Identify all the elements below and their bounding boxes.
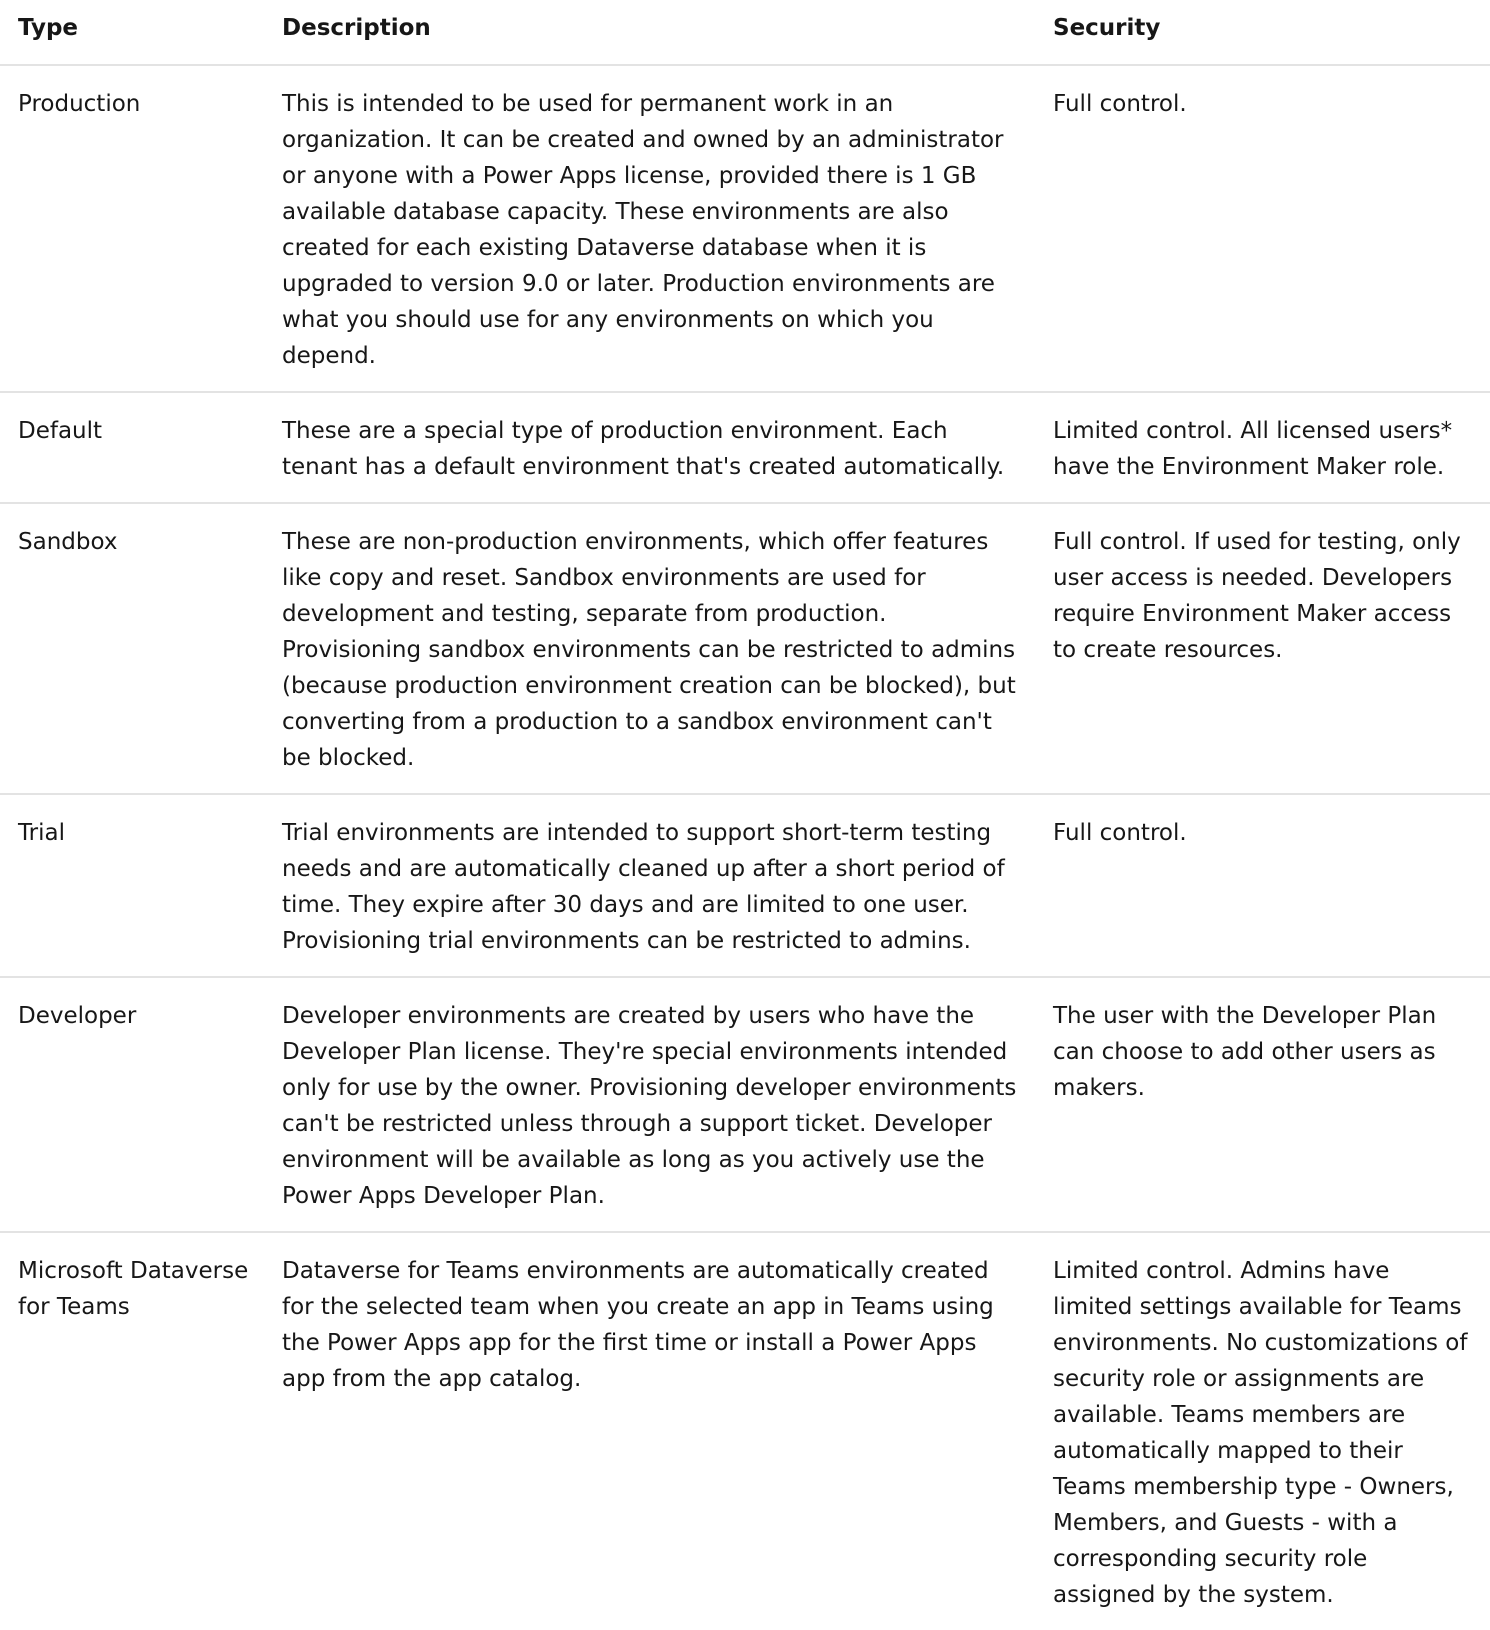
- cell-security: Limited control. Admins have limited settings available for Teams environments. No customizations of security role or assignments are available. Teams members are automatically mapped to their Teams membership type - Owners, Members, and Guests - with a corresponding security role assigned by the system.: [1053, 1258, 1468, 1608]
- cell-description: These are non-production environments, which offer features like copy and reset. Sandbox environments are used for development and testing, separate from production. Provisioning sandbox environments can be restricted to admins (because production environment creation can be blocked), but converting from a production to a sandbox environment can't be blocked.: [266, 503, 1037, 794]
- cell-description: This is intended to be used for permanent work in an organization. It can be created and owned by an administrator or anyone with a Power Apps license, provided there is 1 GB available database capacity. These environments are also created for each existing Dataverse database when it is upgraded to version 9.0 or later. Production environments are what you should use for any environments on which you depend.: [266, 65, 1037, 392]
- cell-type: Trial: [0, 794, 266, 977]
- cell-security: Full control.: [1037, 65, 1490, 392]
- cell-description: Dataverse for Teams environments are automatically created for the selected team when you create an app in Teams using the Power Apps app for the first time or install a Power Apps app from the app catalog.: [282, 1258, 994, 1392]
- cell-security: Full control.: [1037, 794, 1490, 977]
- table-row: [0, 1232, 1490, 1630]
- cell-description: Trial environments are intended to support short-term testing needs and are automatically cleaned up after a short period of time. They expire after 30 days and are limited to one user. Provisioning trial environments can be restricted to admins.: [266, 794, 1037, 977]
- cell-security: Limited control. All licensed users* have the Environment Maker role.: [1037, 392, 1490, 503]
- cell-type: Sandbox: [0, 503, 266, 794]
- cell-type: Developer: [0, 977, 266, 1232]
- table-row: [0, 977, 1490, 1232]
- cell-description: Developer environments are created by users who have the Developer Plan license. They're special environments intended only for use by the owner. Provisioning developer environments can't be restricted unless through a support ticket. Developer environment will be available as long as you actively use the Power Apps Developer Plan.: [266, 977, 1037, 1232]
- header-description: Description: [266, 0, 1037, 65]
- table-row: [0, 503, 1490, 794]
- table-header-row: [0, 0, 1490, 65]
- header-type: Type: [0, 0, 266, 65]
- cell-security: The user with the Developer Plan can choose to add other users as makers.: [1037, 977, 1490, 1232]
- cell-description: These are a special type of production environment. Each tenant has a default environment that's created automatically.: [266, 392, 1037, 503]
- cell-type: Default: [0, 392, 266, 503]
- table-row: [0, 392, 1490, 503]
- cell-security: Full control. If used for testing, only user access is needed. Developers require Environment Maker access to create resources.: [1037, 503, 1490, 794]
- table-row: [0, 794, 1490, 977]
- cell-type: Microsoft Dataverse for Teams: [18, 1258, 249, 1320]
- table-row: [0, 65, 1490, 392]
- cell-type: Production: [0, 65, 266, 392]
- header-security: Security: [1037, 0, 1490, 65]
